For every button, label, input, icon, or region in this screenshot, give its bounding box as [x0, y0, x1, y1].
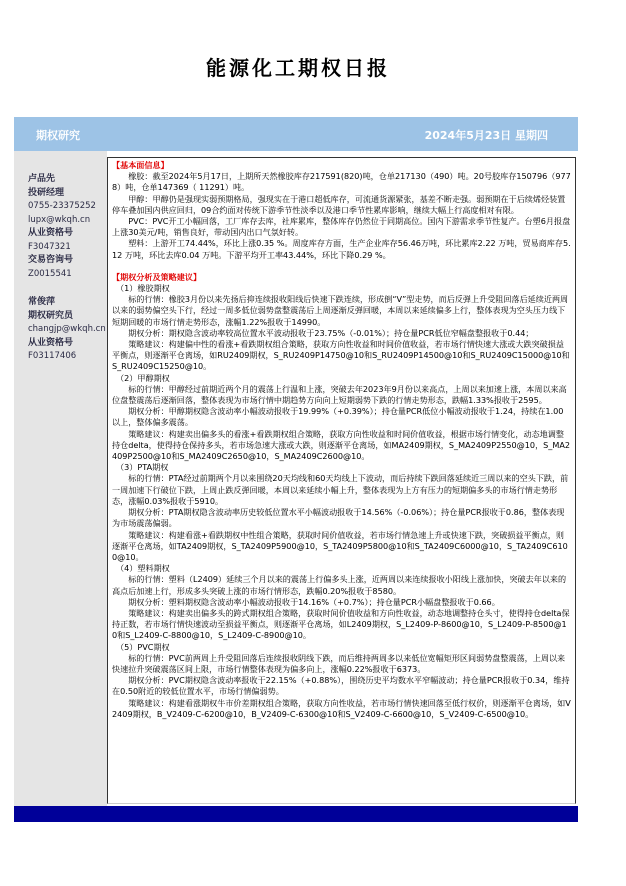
section-paragraph: 标的行情：塑料（L2409）延续三个月以来的震荡上行偏多头上涨，近两周以来连续报收小阳线上涨加快，突破去年以来的高点后加速上行，形成多头突破上涨的市场行情形态，跌幅0.20%报收于8580。: [112, 574, 567, 596]
section-paragraph: 策略建议：构建卖出偏多头的跨式期权组合策略，获取时间价值收益和方向性收益，动态地调整持仓头寸，使得持仓delta保持正数，若市场行情快速波动至损益平衡点，则逐渐平仓离场，如L2409期权，S_L2409-P-8600@10，S_L2409-P-8500@10和S_L2409-C-8800@10，S_L2409-C-8900@10。: [112, 607, 570, 641]
report-body: [107, 157, 576, 804]
section-paragraph: 标的行情：PTA经过前期两个月以来围绕20天均线和60天均线上下波动，而后持续下跌回落延续近三周以来的空头下跌，前一周加速下行破位下跌，上周止跌反弹回暖，本周以来延续小幅上升，整体表现为上方有压力的短期偏多头的市场行情走势形态，涨幅0.03%报收于5910。: [112, 473, 569, 506]
advisor-label: 交易咨询号: [28, 255, 74, 265]
basics-paragraph: PVC：PVC开工小幅回落，工厂库存去库，社库累库，整体库存仍然位于同期高位。国内下游需求季节性复产。台塑6月报盘上涨30美元/吨，销售良好，带动国内出口气氛好转。: [112, 216, 571, 238]
report-date: 2024年5月23日 星期四: [424, 129, 548, 142]
section-paragraph: 标的行情：橡胶3月份以来先扬后抑连续报收阳线后快速下跌连续，形成倒“V”型走势，而后反弹上升受阻回落后延续近两周以来的弱势偏空头下行，经过一周多低位弱势盘整震荡后上周逐渐反弹回暖，本周以来延续偏多上行，整体表现为空头压力线下短期回暖的市场行情走势形态，涨幅1.22%报收于14990。: [112, 294, 569, 327]
analyst-card: [28, 173, 96, 281]
section-paragraph: 策略建议：构建偏中性的看涨+看跌期权组合策略，获取方向性收益和时间价值收益，若市场行情快速大涨或大跌突破损益平衡点，则逐渐平仓离场，如RU2409期权，S_RU2409P14750@10和S_RU2409P14500@10和S_RU2409C15000@10和S_RU2409C15250@10。: [112, 339, 570, 372]
basics-paragraph: 塑料：上游开工74.44%，环比上涨0.35 %。周度库存方面，生产企业库存56.46万吨，环比累库2.22 万吨，贸易商库存5.12 万吨，环比去库0.04 万吨。下游平均开工率43.44%，环比下降0.29 %。: [112, 238, 571, 260]
cert-number: F3047321: [28, 241, 71, 252]
analyst-phone: 0755-23375252: [28, 201, 96, 211]
analyst-name: 卢品先: [28, 174, 56, 184]
section-paragraph: 标的行情：甲醇经过前期近两个月的震荡上行温和上涨，突破去年2023年9月份以来高点，上周以来加速上涨，本周以来高位盘整震荡后逐渐回落，整体表现为市场行情中期趋势方向向上短期弱势下跌的行情走势形态，跌幅1.33%报收于2595。: [112, 383, 567, 406]
basics-heading: 【基本面信息】: [112, 160, 169, 170]
basics-paragraph: 橡胶：截至2024年5月17日，上期所天然橡胶库存217591(820)吨，仓单217130（490）吨。20号胶库存150796（9778）吨，仓单147369（ 11291）吨。: [112, 171, 571, 193]
cert-label: 从业资格号: [28, 228, 74, 238]
section-paragraph: 期权分析：甲醇期权隐含波动率小幅波动报收于19.99%（+0.39%）；持仓量PCR低位小幅波动报收于1.24，持续在1.00以上，整体偏多震荡。: [112, 406, 564, 428]
strategy-heading: 【期权分析及策略建议】: [112, 271, 202, 282]
section-paragraph: 策略建议：构建卖出偏多头的看涨+看跌期权组合策略，获取方向性收益和时间价值收益，根据市场行情变化，动态地调整持仓delta，使得持仓保持多头，若市场急速大涨或大跌，则逐渐平仓离场，如MA2409期权，S_MA2409P2550@10，S_MA2409P2500@10和S_MA2409C2650@10，S_MA2409C2600@10。: [112, 428, 571, 462]
footer-bar: [14, 806, 578, 822]
strategy-sections: [112, 283, 571, 720]
section-paragraph: 期权分析：PVC期权隐含波动率报收于22.15%（+0.88%），围绕历史平均数水平窄幅波动；持仓量PCR报收于0.34，维持在0.50附近的较低位置水平，市场行情偏弱势。: [112, 675, 570, 697]
analyst-card: [28, 296, 106, 364]
section-title: （2）甲醇期权: [116, 372, 170, 383]
section-paragraph: 期权分析：期权隐含波动率较高位置水平波动报收于23.75%（-0.01%）；持仓量PCR低位窄幅盘整报收于0.44；: [128, 327, 534, 338]
section-paragraph: 标的行情：PVC前两周上升受阻回落后连续报收阴线下跌，而后维持两周多以来低位宽幅矩形区间弱势盘整震荡，上周以来快速拉升突破震荡区间上限，市场行情整体表现为偏多向上，涨幅0.22%报收于6373。: [112, 652, 566, 674]
analyst-sidebar: [14, 151, 107, 806]
section-paragraph: 策略建议：构建看涨期权牛市价差期权组合策略，获取方向性收益，若市场行情快速回落至低行权价，则逐渐平仓离场，如V2409期权，B_V2409-C-6200@10，B_V2409-C-6300@10和S_V2409-C-6600@10，S_V2409-C-6500@10。: [112, 697, 571, 719]
cert-label: 从业资格号: [28, 337, 74, 348]
analyst-email[interactable]: lupx@wkqh.cn: [28, 214, 91, 225]
section-title: （3）PTA期权: [116, 462, 169, 473]
section-title: （1）橡胶期权: [116, 283, 170, 294]
report-title: 能源化工期权日报: [206, 56, 390, 80]
analyst-name: 常俊萍: [28, 297, 56, 307]
analyst-role: 期权研究员: [28, 310, 74, 321]
analyst-role: 投研经理: [28, 187, 65, 198]
analyst-email[interactable]: changjp@wkqh.cn: [28, 324, 106, 334]
basics-paragraph: 甲醇：甲醇仍是强现实弱预期格局，强现实在于港口超低库存，可流通货源紧张，基差不断走强。弱预期在于后续烯烃装置停车叠加国内供应回归，09合约面对传统下游季节性淡季以及港口季节性累库影响，继续大幅上行高度相对有限。: [112, 193, 566, 215]
advisor-number: Z0015541: [28, 268, 72, 279]
section-title: （5）PVC期权: [116, 641, 170, 652]
header-band: [14, 117, 578, 151]
section-paragraph: 策略建议：构建看涨+看跌期权中性组合策略，获取时间价值收益，若市场行情急速上升或快速下跌，突破损益平衡点，则逐渐平仓离场，如TA2409期权，S_TA2409P5900@10，S_TA2409P5800@10和S_TA2409C6000@10，S_TA2409C6100@10。: [112, 529, 568, 562]
section-label: 期权研究: [36, 129, 80, 142]
section-paragraph: 期权分析：PTA期权隐含波动率历史较低位置水平小幅波动报收于14.56%（-0.06%）；持仓量PCR报收于0.86，整体表现为市场震荡偏弱。: [112, 507, 565, 529]
section-paragraph: 期权分析：塑料期权隐含波动率小幅波动报收于14.16%（+0.7%）；持仓量PCR小幅盘整报收于0.66。: [128, 596, 500, 607]
section-title: （4）塑料期权: [116, 563, 170, 574]
cert-number: F03117406: [28, 351, 77, 361]
